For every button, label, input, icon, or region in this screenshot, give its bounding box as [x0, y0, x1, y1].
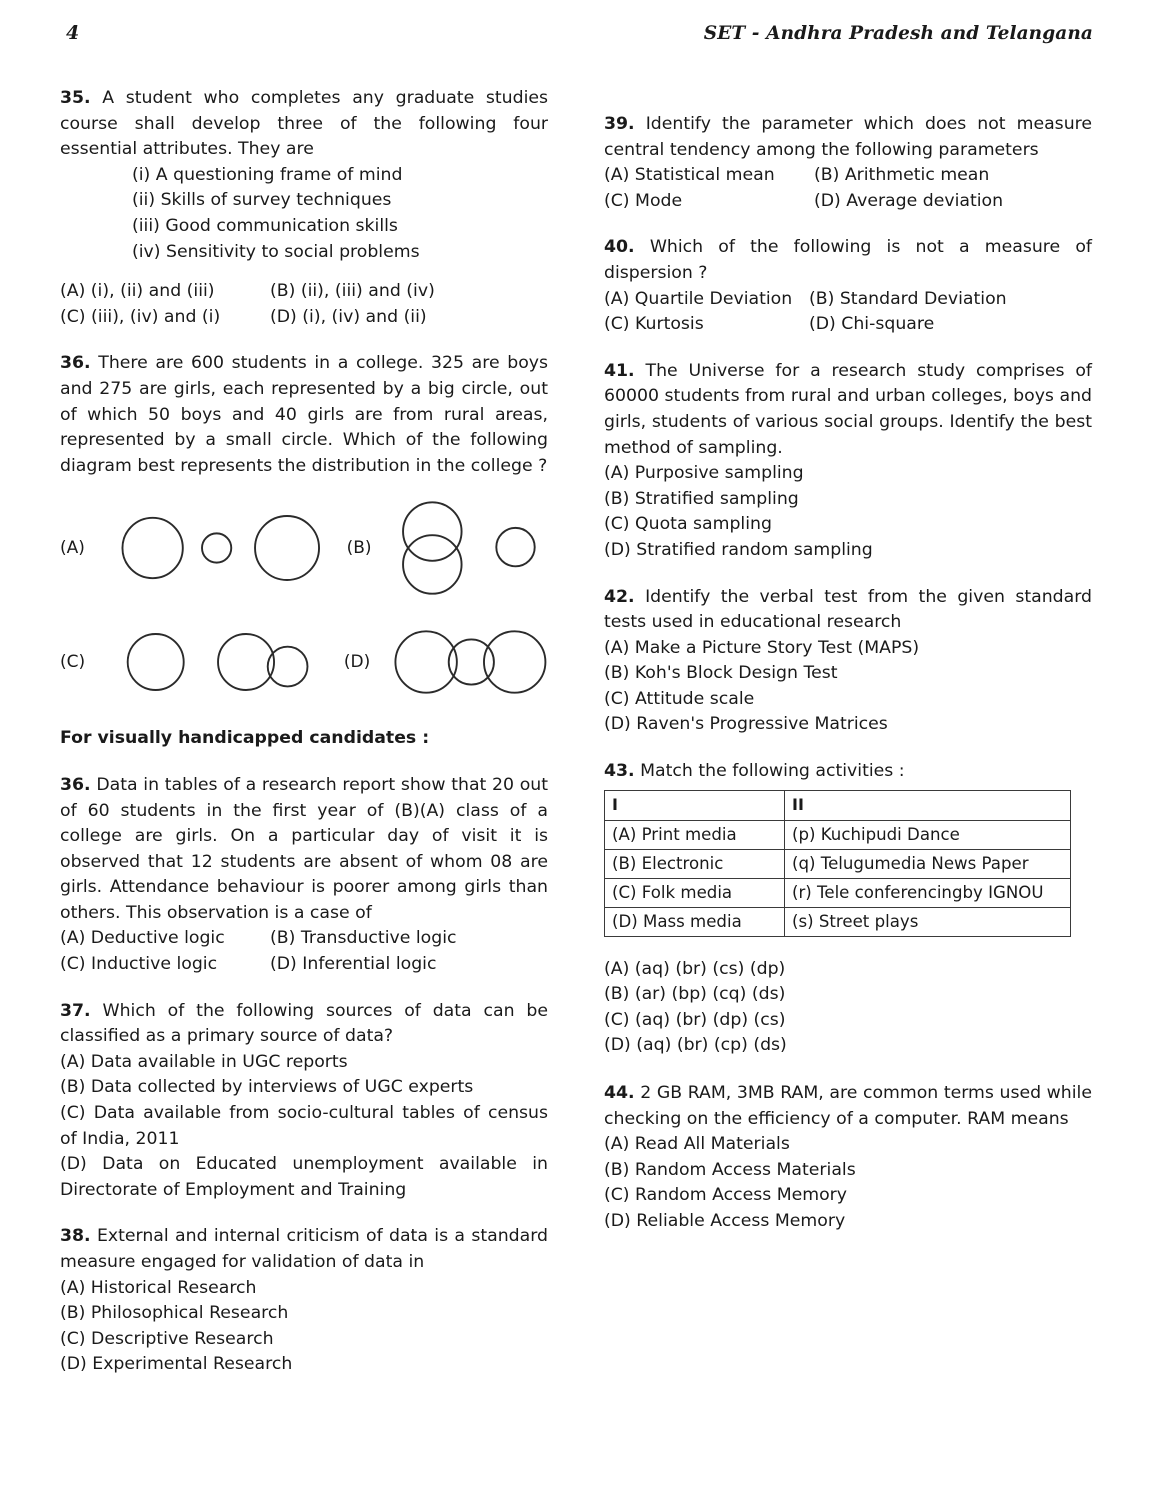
option-a[interactable]: (A) Quartile Deviation [604, 288, 793, 309]
question-36-vh-options-row-1 [60, 926, 548, 952]
diagram-label-a: (A) [60, 538, 85, 559]
match-right-q: (q) Telugumedia News Paper [785, 849, 1071, 878]
table-row [605, 849, 1071, 878]
left-column [60, 86, 548, 1399]
match-table-body [605, 820, 1071, 936]
option-c[interactable]: (C) Attitude scale [604, 688, 755, 709]
question-36-number: 36. [60, 353, 91, 374]
question-36-diagram [60, 351, 548, 705]
diagram-label-d: (D) [343, 652, 371, 673]
question-43-number: 43. [604, 761, 635, 782]
option-a[interactable]: (A) (aq) (br) (cs) (dp) [604, 958, 786, 979]
question-36-stem: There are 600 students in a college. 325 are boys and 275 are girls, each represented by a big circle, out of which 50 boys and 40 girls are from rural areas, represented by a small circle. Which of the following diagram best represents the distribution in the college ? [60, 353, 549, 476]
diagram-option-c[interactable] [106, 619, 332, 705]
option-d[interactable]: (D) Experimental Research [60, 1354, 293, 1375]
page-header [60, 22, 1099, 68]
question-37-text [60, 999, 548, 1050]
option-b[interactable]: (B) (ar) (bp) (cq) (ds) [604, 984, 786, 1005]
question-39-text [604, 112, 1092, 163]
question-40-number: 40. [604, 237, 635, 258]
question-36-vh [60, 773, 548, 978]
diagram-option-b[interactable] [393, 491, 548, 605]
match-left-a: (A) Print media [605, 820, 785, 849]
option-c[interactable]: (C) Data available from socio-cultural tables of census of India, 2011 [60, 1103, 548, 1149]
spacer [60, 265, 548, 279]
question-39-number: 39. [604, 114, 635, 134]
option-b[interactable]: (B) Random Access Materials [604, 1159, 856, 1180]
question-44-number: 44. [604, 1083, 635, 1104]
question-36-vh-number: 36. [60, 774, 91, 795]
question-35-stem: A student who completes any graduate studies course shall develop three of the following four essential attributes. They are [60, 88, 549, 160]
question-35-number: 35. [60, 88, 91, 108]
option-c[interactable]: (C) Kurtosis [604, 314, 704, 335]
column-header-ii: II [785, 790, 1071, 820]
question-35-options-row-2 [60, 305, 548, 331]
question-44 [604, 1081, 1092, 1235]
list-item: (iv) Sensitivity to social problems [132, 241, 420, 262]
question-42-stem: Identify the verbal test from the given standard tests used in educational research [604, 586, 1092, 633]
option-a[interactable]: (A) Statistical mean [604, 165, 775, 186]
question-43 [604, 759, 1092, 1059]
match-table-head [605, 790, 1071, 820]
diagram-label-b: (B) [346, 538, 372, 559]
option-c[interactable]: (C) Descriptive Research [60, 1328, 274, 1349]
diagram-row-2 [60, 619, 548, 705]
option-c[interactable]: (C) Inductive logic [60, 954, 218, 975]
question-40-stem: Which of the following is not a measure of dispersion ? [604, 237, 1092, 283]
option-a[interactable]: (A) Read All Materials [604, 1134, 790, 1155]
option-c[interactable]: (C) Random Access Memory [604, 1185, 848, 1206]
visually-handicapped-note: For visually handicapped candidates : [60, 728, 430, 749]
question-37-number: 37. [60, 1000, 91, 1021]
option-a[interactable]: (A) (i), (ii) and (iii) [60, 281, 215, 302]
venn-diagram-options [60, 491, 548, 705]
question-41-stem: The Universe for a research study comprises of 60000 students from rural and urban colleges, boys and girls, students of various social groups. Identify the best method of sampling. [604, 360, 1092, 458]
option-b[interactable]: (B) Philosophical Research [60, 1303, 289, 1324]
question-35-items [60, 163, 548, 265]
question-37-stem: Which of the following sources of data can be classified as a primary source of data? [60, 1000, 548, 1047]
option-a[interactable]: (A) Make a Picture Story Test (MAPS) [604, 637, 920, 658]
question-44-text [604, 1081, 1092, 1132]
diagram-row-1 [60, 491, 548, 605]
option-c[interactable]: (C) (iii), (iv) and (i) [60, 306, 221, 327]
table-row [605, 878, 1071, 907]
match-right-r: (r) Tele conferencingby IGNOU [785, 878, 1071, 907]
question-40 [604, 235, 1092, 337]
option-d[interactable]: (D) (i), (iv) and (ii) [270, 306, 427, 327]
option-b[interactable]: (B) Koh's Block Design Test [604, 663, 838, 684]
question-35-text [60, 86, 548, 163]
question-43-stem: Match the following activities : [640, 761, 905, 782]
two-column-body [60, 86, 1099, 1399]
option-c[interactable]: (C) (aq) (br) (dp) (cs) [604, 1009, 786, 1030]
question-39-stem: Identify the parameter which does not measure central tendency among the following parameters [604, 114, 1092, 160]
question-36-vh-text [60, 773, 548, 927]
question-41-number: 41. [604, 360, 635, 381]
match-left-b: (B) Electronic [605, 849, 785, 878]
option-d[interactable]: (D) Data on Educated unemployment available in Directorate of Employment and Training [60, 1154, 548, 1200]
option-c[interactable]: (C) Quota sampling [604, 514, 772, 535]
right-column [604, 86, 1092, 1256]
question-44-stem: 2 GB RAM, 3MB RAM, are common terms used while checking on the efficiency of a computer. RAM means [604, 1083, 1092, 1129]
option-b[interactable]: (B) (ii), (iii) and (iv) [270, 281, 435, 302]
match-right-p: (p) Kuchipudi Dance [785, 820, 1071, 849]
question-38-stem: External and internal criticism of data is a standard measure engaged for validation of data in [60, 1226, 549, 1272]
option-d[interactable]: (D) Stratified random sampling [604, 539, 873, 560]
question-35-options-row-1 [60, 279, 548, 305]
question-42-number: 42. [604, 586, 635, 607]
option-d[interactable]: (D) (aq) (br) (cp) (ds) [604, 1035, 787, 1056]
match-right-s: (s) Street plays [785, 907, 1071, 936]
question-40-options-row-1 [604, 287, 1092, 313]
question-38-text [60, 1224, 548, 1275]
list-item: (ii) Skills of survey techniques [132, 190, 392, 211]
exam-title: SET - Andhra Pradesh and Telangana [703, 23, 1093, 44]
option-c[interactable]: (C) Mode [604, 190, 683, 211]
question-36-vh-options-row-2 [60, 952, 548, 978]
question-42 [604, 585, 1092, 739]
option-b[interactable]: (B) Data collected by interviews of UGC experts [60, 1077, 474, 1098]
question-41-text [604, 359, 1092, 461]
option-d[interactable]: (D) Raven's Progressive Matrices [604, 714, 888, 735]
question-36-vh-stem: Data in tables of a research report show that 20 out of 60 students in the first year of (B)(A) class of a college are girls. On a particular day of visit it is observed that 12 students are absent of whom 08 are girls. Attendance behaviour is poorer among girls than others. This observation is a case of [60, 774, 549, 923]
option-d[interactable]: (D) Average deviation [814, 190, 1004, 211]
option-d[interactable]: (D) Chi-square [809, 314, 935, 335]
diagram-option-a[interactable] [106, 498, 335, 598]
option-b[interactable]: (B) Standard Deviation [809, 288, 1007, 309]
list-item: (iii) Good communication skills [132, 215, 398, 236]
question-35 [60, 86, 548, 330]
match-left-c: (C) Folk media [605, 878, 785, 907]
option-d[interactable]: (D) Reliable Access Memory [604, 1211, 846, 1231]
diagram-label-c: (C) [60, 652, 86, 673]
option-a[interactable]: (A) Deductive logic [60, 928, 225, 949]
visually-handicapped-note-block [60, 726, 548, 752]
diagram-option-d[interactable] [390, 619, 548, 705]
match-left-d: (D) Mass media [605, 907, 785, 936]
option-a[interactable]: (A) Historical Research [60, 1277, 257, 1298]
table-row [605, 907, 1071, 936]
option-d[interactable]: (D) Inferential logic [270, 954, 437, 975]
table-header-row [605, 790, 1071, 820]
question-40-text [604, 235, 1092, 286]
option-b[interactable]: (B) Arithmetic mean [814, 165, 990, 186]
option-b[interactable]: (B) Transductive logic [270, 928, 457, 949]
option-a[interactable]: (A) Data available in UGC reports [60, 1051, 348, 1072]
match-table [604, 790, 1071, 937]
question-36-text [60, 351, 548, 479]
question-38 [60, 1224, 548, 1378]
question-39-options-row-1 [604, 163, 1092, 189]
question-43-text [604, 759, 1092, 785]
option-b[interactable]: (B) Stratified sampling [604, 488, 799, 509]
list-item: (i) A questioning frame of mind [132, 164, 403, 185]
question-39 [604, 112, 1092, 214]
question-41 [604, 359, 1092, 564]
question-43-options [604, 957, 1092, 1059]
question-39-options-row-2 [604, 189, 1092, 215]
page-number: 4 [66, 22, 80, 44]
column-header-i: I [605, 790, 785, 820]
question-40-options-row-2 [604, 312, 1092, 338]
question-37 [60, 999, 548, 1204]
option-a[interactable]: (A) Purposive sampling [604, 463, 804, 484]
table-row [605, 820, 1071, 849]
question-42-text [604, 585, 1092, 636]
question-38-number: 38. [60, 1226, 91, 1247]
